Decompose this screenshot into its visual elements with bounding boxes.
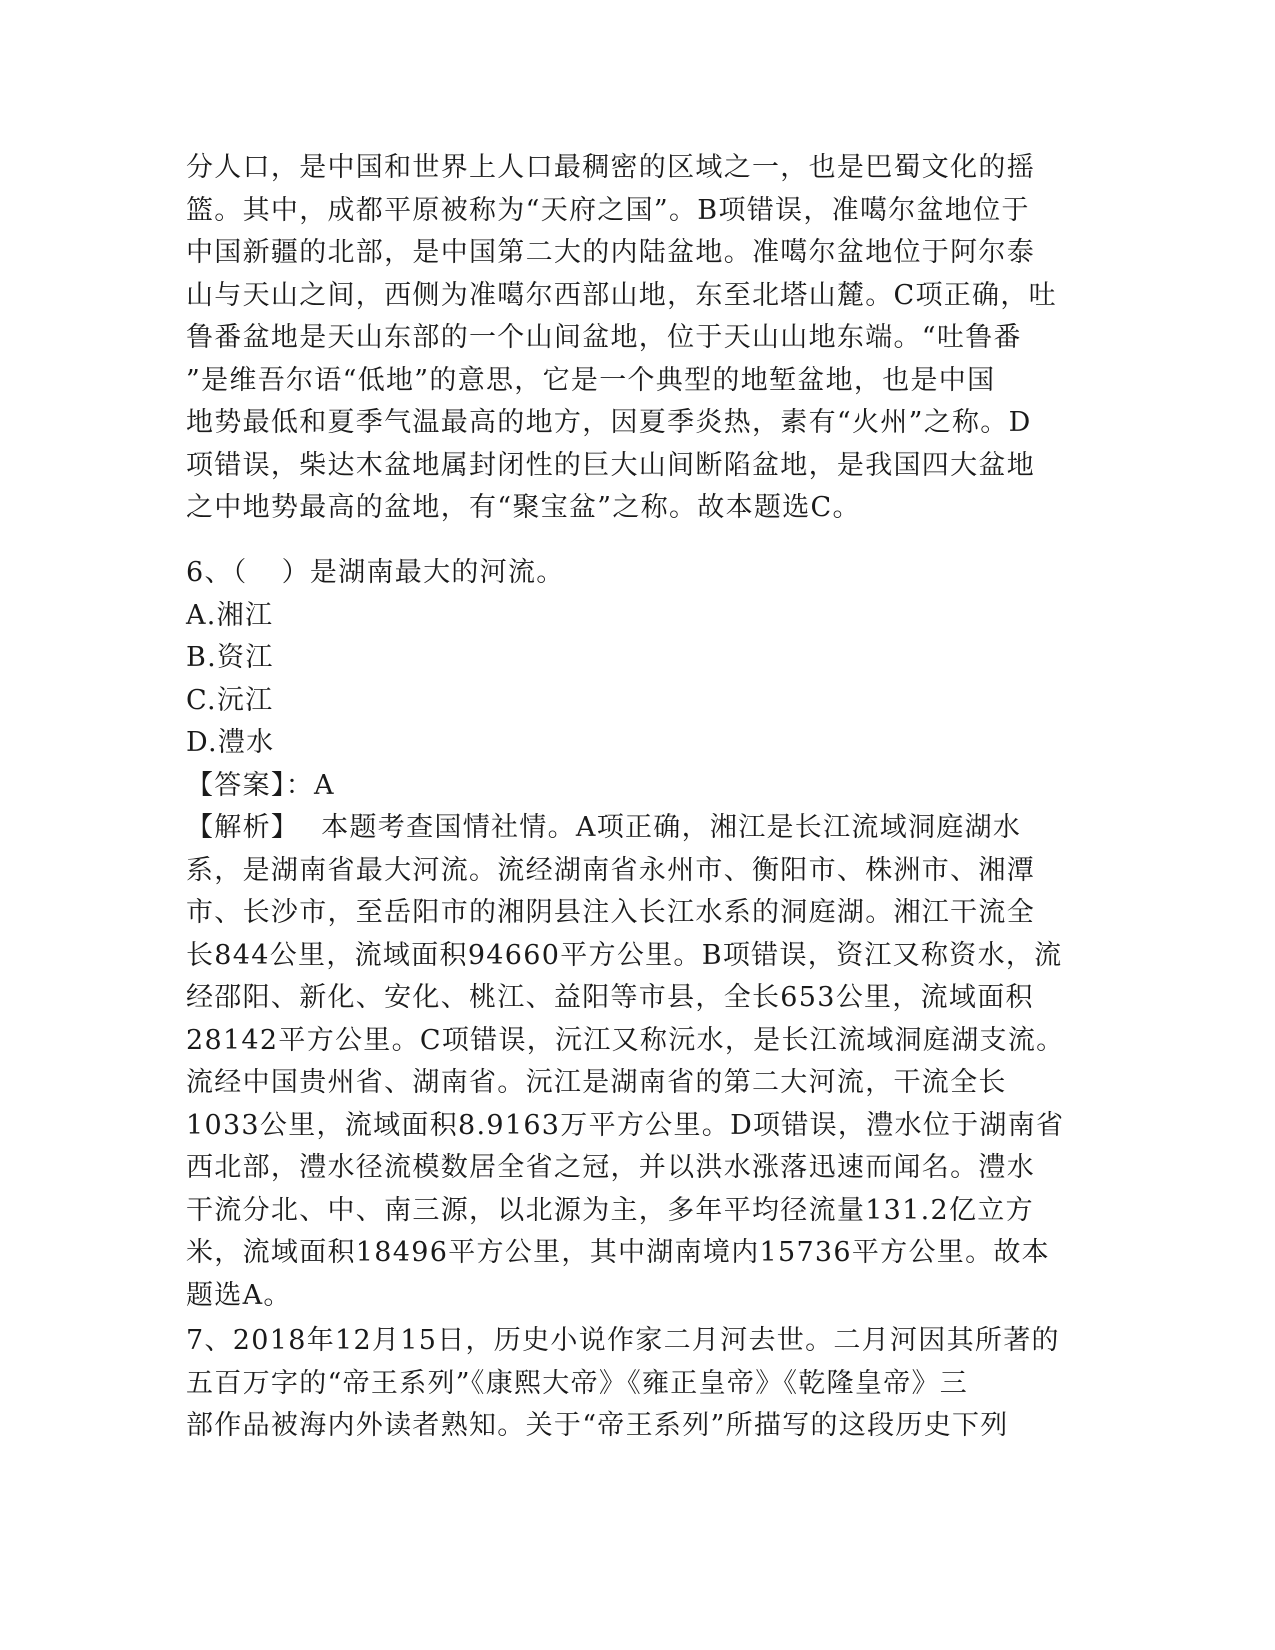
blank-close-paren: ）: [281, 557, 310, 588]
text-line: 地势最低和夏季气温最高的地方，因夏季炎热，素有“火州”之称。D: [186, 407, 1032, 438]
analysis-first-line: [186, 807, 1086, 850]
question-stem-line: 7、2018年12月15日，历史小说作家二月河去世。二月河因其所著的: [186, 1325, 1060, 1356]
analysis-line: 流经中国贵州省、湖南省。沅江是湖南省的第二大河流，干流全长: [186, 1067, 1007, 1098]
q5-analysis-continuation: [186, 147, 1086, 530]
analysis-line: 系，是湖南省最大河流。流经湖南省永州市、衡阳市、株洲市、湘潭: [186, 854, 1035, 886]
question-6: [186, 552, 1086, 1317]
text-line: 分人口，是中国和世界上人口最稠密的区域之一，也是巴蜀文化的摇: [186, 152, 1035, 183]
option-d: D.澧水: [186, 727, 275, 758]
analysis-line: 米，流域面积18496平方公里，其中湖南境内15736平方公里。故本: [186, 1237, 1050, 1268]
blank-open-paren: （: [232, 557, 248, 588]
text-line: ”是维吾尔语“低地”的意思，它是一个典型的地堑盆地，也是中国: [186, 364, 996, 396]
text-line: 中国新疆的北部，是中国第二大的内陆盆地。准噶尔盆地位于阿尔泰: [186, 237, 1035, 268]
option-b: B.资江: [186, 642, 274, 673]
analysis-line: 题选A。: [186, 1279, 292, 1311]
question-stem-line: 五百万字的“帝王系列”《康熙大帝》《雍正皇帝》《乾隆皇帝》三: [186, 1367, 969, 1399]
question-number: 6、: [186, 557, 233, 588]
text-line: 鲁番盆地是天山东部的一个山间盆地，位于天山山地东端。“吐鲁番: [186, 322, 1022, 353]
option-c: C.沅江: [186, 684, 274, 716]
analysis-line: 经邵阳、新化、安化、桃江、益阳等市县，全长653公里，流域面积: [186, 982, 1034, 1013]
text-line: 山与天山之间，西侧为准噶尔西部山地，东至北塔山麓。C项正确，吐: [186, 279, 1057, 311]
text-line: 篮。其中，成都平原被称为“天府之国”。B项错误，准噶尔盆地位于: [186, 194, 1030, 226]
question-text: 是湖南最大的河流。: [309, 557, 565, 588]
analysis-text: 本题考查国情社情。A项正确，湘江是长江流域洞庭湖水: [321, 812, 1022, 843]
question-7: [186, 1320, 1086, 1448]
analysis-line: 长844公里，流域面积94660平方公里。B项错误，资江又称资水，流: [186, 939, 1063, 971]
question-stem-line: 部作品被海内外读者熟知。关于“帝王系列”所描写的这段历史下列: [186, 1410, 1009, 1441]
answer-value: A: [314, 769, 335, 801]
analysis-line: 西北部，澧水径流模数居全省之冠，并以洪水涨落迅速而闻名。澧水: [186, 1152, 1035, 1183]
analysis-line: 1033公里，流域面积8.9163万平方公里。D项错误，澧水位于湖南省: [186, 1109, 1065, 1141]
answer-label: 【答案】：: [186, 769, 314, 801]
analysis-label: 【解析】: [186, 812, 300, 843]
analysis-line: 市、长沙市，至岳阳市的湘阴县注入长江水系的洞庭湖。湘江干流全: [186, 897, 1035, 928]
answer-line: [186, 765, 1086, 808]
text-line: 之中地势最高的盆地，有“聚宝盆”之称。故本题选C。: [186, 492, 861, 523]
analysis-line: 干流分北、中、南三源，以北源为主，多年平均径流量131.2亿立方: [186, 1194, 1034, 1226]
text-line: 项错误，柴达木盆地属封闭性的巨大山间断陷盆地，是我国四大盆地: [186, 449, 1035, 481]
analysis-line: 28142平方公里。C项错误，沅江又称沅水，是长江流域洞庭湖支流。: [186, 1024, 1065, 1056]
option-a: A.湘江: [186, 599, 274, 631]
question-stem: [186, 552, 1086, 595]
